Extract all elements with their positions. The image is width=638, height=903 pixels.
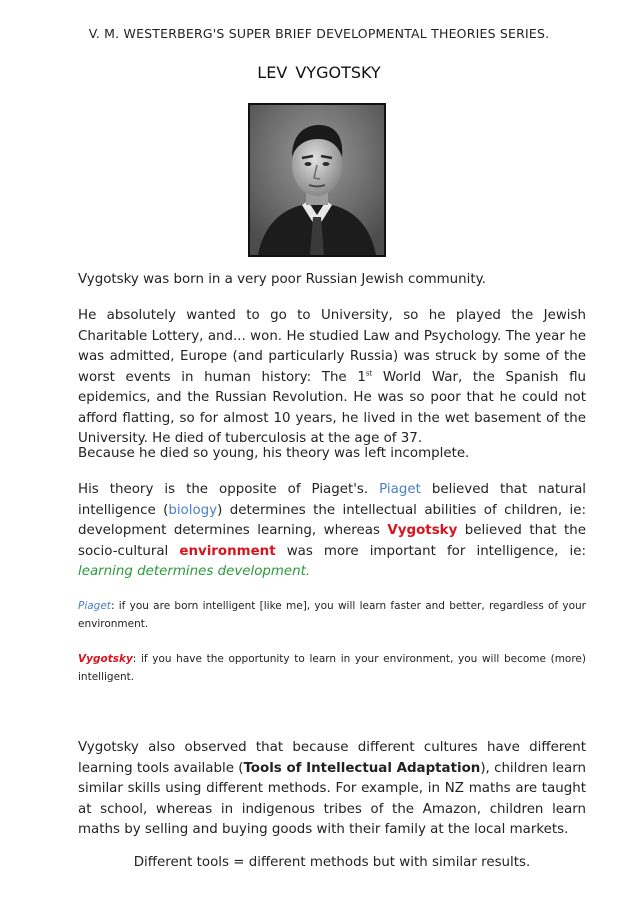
- vygotsky-highlight: Vygotsky: [387, 523, 458, 538]
- tools-text-1: Vygotsky also observed that because different cultures have different learning tools available (: [78, 740, 586, 776]
- theory-text-3: ) determines the intellectual abilities of children, ie: development determines learning, whereas: [78, 502, 586, 538]
- note-vygotsky-name: Vygotsky: [78, 653, 133, 665]
- biology-highlight: biology: [168, 502, 218, 518]
- note-vygotsky: [78, 651, 586, 686]
- theory-text-5: was more important for intelligence, ie:: [275, 543, 586, 559]
- paragraph-incomplete: Because he died so young, his theory was left incomplete.: [78, 446, 470, 461]
- learning-highlight: learning determines development.: [78, 564, 311, 579]
- piaget-highlight: Piaget: [379, 482, 421, 497]
- series-heading: V. M. WESTERBERG'S SUPER BRIEF DEVELOPMENTAL THEORIES SERIES.: [88, 26, 550, 41]
- portrait-image: [250, 105, 384, 255]
- biography-text-a: He absolutely wanted to go to University, so he played the Jewish Charitable Lottery, and... won. He studied Law and Psychology. The year he was admitted, Europe (and particularly Russia) was struck by some of the worst events in human history: The 1: [78, 308, 586, 385]
- paragraph-theory: [78, 480, 586, 583]
- portrait-photo: [248, 103, 386, 257]
- paragraph-tools: [78, 738, 586, 841]
- theory-text-1: His theory is the opposite of Piaget's.: [78, 482, 380, 497]
- note-piaget-name: Piaget: [78, 600, 111, 612]
- paragraph-biography: [78, 306, 586, 450]
- tools-bold: Tools of Intellectual Adaptation: [243, 760, 481, 776]
- note-vygotsky-text: : if you have the opportunity to learn in your environment, you will become (more) intelligent.: [78, 653, 586, 683]
- theory-text-4: believed that the socio-cultural: [78, 523, 587, 559]
- paragraph-birth: Vygotsky was born in a very poor Russian Jewish community.: [78, 272, 486, 287]
- note-piaget: [78, 598, 586, 633]
- tools-text-2: ), children learn similar skills using different methods. For example, in NZ maths are taught at school, whereas in indigenous tribes of the Amazon, children learn maths by selling and buying goods with their family at the local markets.: [78, 760, 586, 837]
- biography-text-b: World War, the Spanish flu epidemics, and the Russian Revolution. He was so poor that he could not afford flatting, so for almost 10 years, he lived in the wet basement of the University. He died of tuberculosis at the age of 37.: [78, 369, 587, 446]
- ordinal-suffix: st: [365, 369, 373, 378]
- note-piaget-text: : if you are born intelligent [like me], you will learn faster and better, regardless of your environment.: [78, 600, 586, 630]
- page-title: LEV VYGOTSKY: [257, 63, 381, 82]
- environment-highlight: environment: [179, 543, 276, 559]
- paragraph-conclusion: Different tools = different methods but with similar results.: [133, 855, 531, 870]
- theory-text-2: believed that natural intelligence (: [78, 482, 587, 518]
